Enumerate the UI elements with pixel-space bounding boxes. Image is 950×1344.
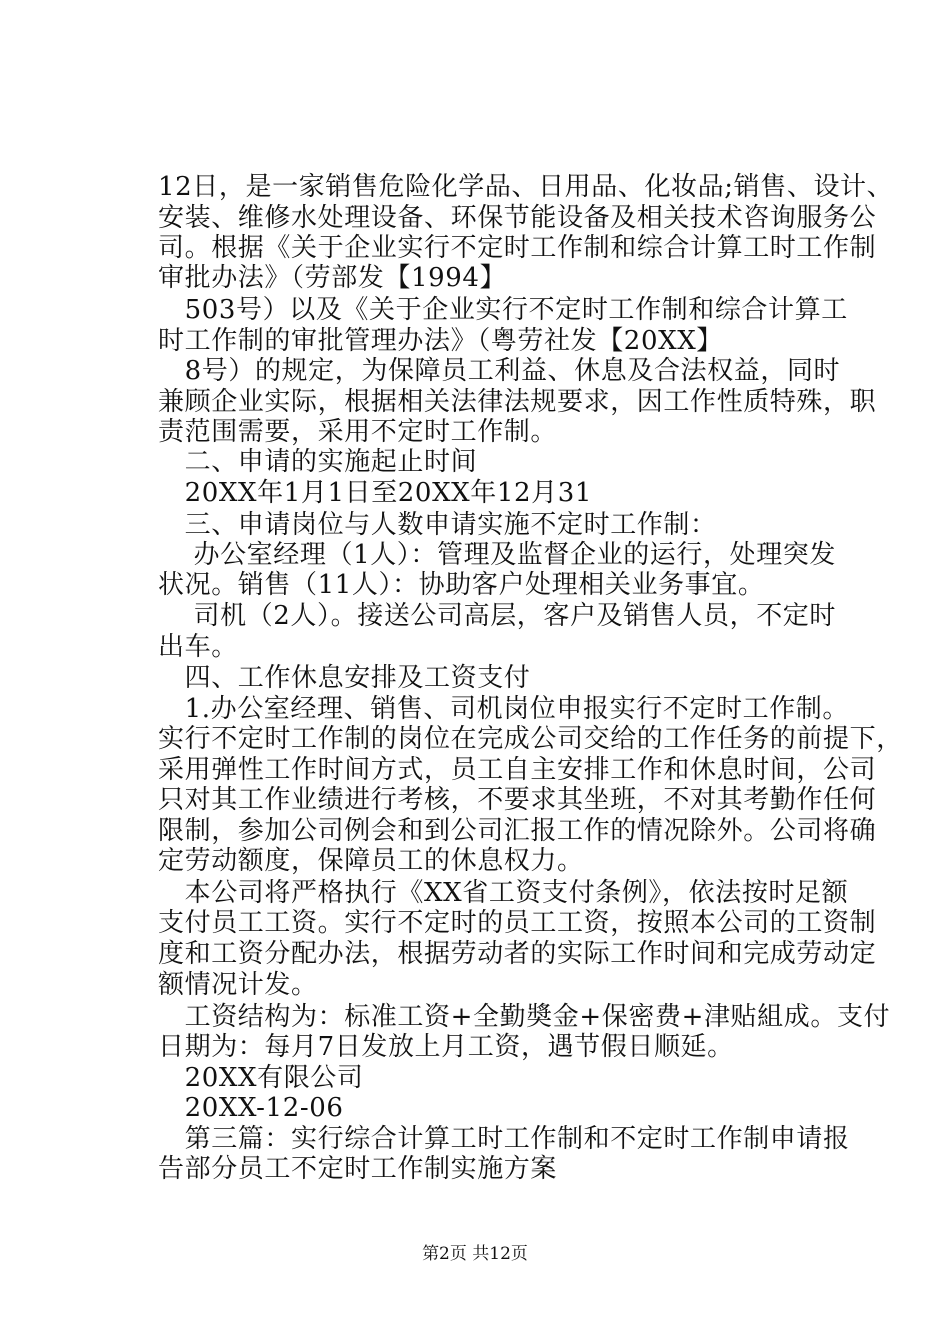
- text-line: 只对其工作业绩进行考核，不要求其坐班，不对其考勤作任何: [158, 785, 877, 815]
- text-line: 限制，参加公司例会和到公司汇报工作的情况除外。公司将确: [158, 816, 877, 846]
- text-line: 出车。: [158, 632, 238, 662]
- text-line: 告部分员工不定时工作制实施方案: [158, 1154, 558, 1184]
- document-date: 20XX-12-06: [158, 1093, 344, 1123]
- company-name: 20XX有限公司: [158, 1063, 364, 1093]
- text-line: 503号）以及《关于企业实行不定时工作制和综合计算工: [158, 295, 848, 325]
- text-line: 时工作制的审批管理办法》（粤劳社发【20XX】: [158, 326, 723, 356]
- text-line: 实行不定时工作制的岗位在完成公司交给的工作任务的前提下，: [158, 724, 903, 754]
- text-line: 本公司将严格执行《XX省工资支付条例》，依法按时足额: [158, 878, 849, 908]
- text-line: 定劳动额度，保障员工的休息权力。: [158, 846, 584, 876]
- text-line: 采用弹性工作时间方式，员工自主安排工作和休息时间，公司: [158, 755, 877, 785]
- text-line: 12日，是一家销售危险化学品、日用品、化妆品;销售、设计、: [158, 172, 894, 202]
- text-line: 安装、维修水处理设备、环保节能设备及相关技术咨询服务公: [158, 203, 877, 233]
- text-line: 8号）的规定，为保障员工利益、休息及合法权益，同时: [158, 356, 841, 386]
- text-line: 第三篇：实行综合计算工时工作制和不定时工作制申请报: [158, 1124, 850, 1154]
- section-heading: 三、申请岗位与人数申请实施不定时工作制：: [158, 510, 717, 540]
- text-line: 审批办法》（劳部发【1994】: [158, 263, 507, 293]
- section-heading: 二、申请的实施起止时间: [158, 447, 478, 477]
- text-line: 司机（2人）。接送公司高层，客户及销售人员，不定时: [158, 601, 837, 631]
- text-line: 兼顾企业实际，根据相关法律法规要求，因工作性质特殊，职: [158, 387, 877, 417]
- page-number-footer: 第2页 共12页: [422, 1244, 528, 1264]
- text-line: 工资结构为：标准工资+全勤奬金+保密费+津贴組成。支付: [158, 1002, 891, 1032]
- text-line: 司。根据《关于企业实行不定时工作制和综合计算工时工作制: [158, 233, 877, 263]
- text-line: 1.办公室经理、销售、司机岗位申报实行不定时工作制。: [158, 694, 850, 724]
- text-line: 支付员工工资。实行不定时的员工工资，按照本公司的工资制: [158, 908, 877, 938]
- text-line: 度和工资分配办法，根据劳动者的实际工作时间和完成劳动定: [158, 939, 877, 969]
- text-line: 办公室经理（1人）：管理及监督企业的运行，处理突发: [158, 540, 837, 570]
- text-line: 状况。销售（11人）：协助客户处理相关业务事宜。: [158, 570, 765, 600]
- text-line: 责范围需要，采用不定时工作制。: [158, 417, 558, 447]
- text-line: 额情况计发。: [158, 970, 318, 1000]
- section-heading: 四、工作休息安排及工资支付: [158, 663, 531, 693]
- text-line: 日期为：每月7日发放上月工资，遇节假日顺延。: [158, 1032, 734, 1062]
- text-line: 20XX年1月1日至20XX年12月31: [158, 478, 593, 508]
